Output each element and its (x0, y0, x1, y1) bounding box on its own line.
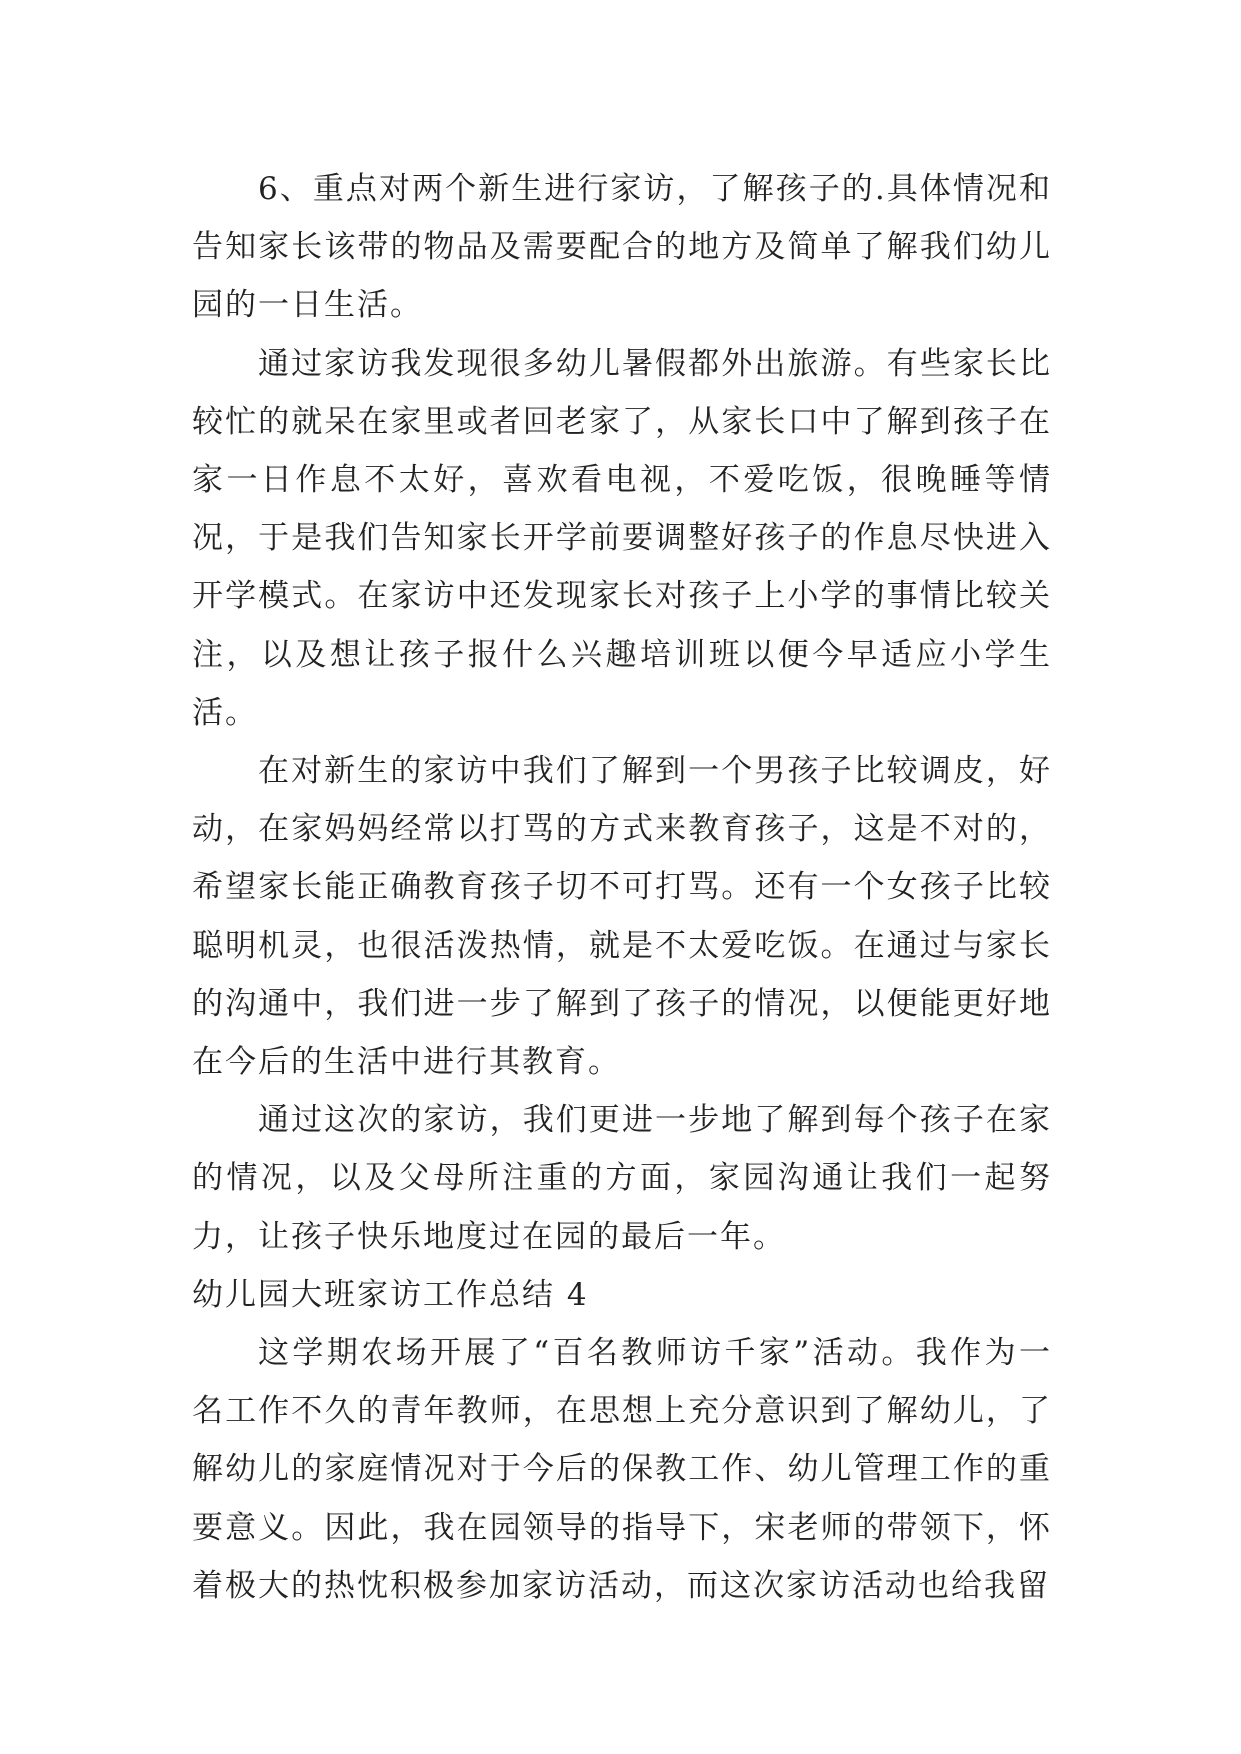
document-body (192, 160, 1052, 1615)
paragraph-conclusion: 通过这次的家访，我们更进一步地了解到每个孩子在家的情况，以及父母所注重的方面，家园沟通让我们一起努力，让孩子快乐地度过在园的最后一年。 (192, 1102, 1052, 1255)
paragraph-summary-4-intro: 这学期农场开展了“百名教师访千家”活动。我作为一名工作不久的青年教师，在思想上充分意识到了解幼儿，了解幼儿的家庭情况对于今后的保教工作、幼儿管理工作的重要意义。因此，我在园领导的指导下，宋老师的带领下，怀着极大的热忱积极参加家访活动，而这次家访活动也给我留 (192, 1335, 1052, 1604)
section-heading: 幼儿园大班家访工作总结 4 (192, 1276, 589, 1313)
paragraph-home-visit-new-students: 6、重点对两个新生进行家访，了解孩子的.具体情况和告知家长该带的物品及需要配合的地方及简单了解我们幼儿园的一日生活。 (192, 171, 1052, 324)
paragraph-new-student-cases: 在对新生的家访中我们了解到一个男孩子比较调皮，好动，在家妈妈经常以打骂的方式来教育孩子，这是不对的，希望家长能正确教育孩子切不可打骂。还有一个女孩子比较聪明机灵，也很活泼热情，就是不太爱吃饭。在通过与家长的沟通中，我们进一步了解到了孩子的情况，以便能更好地在今后的生活中进行其教育。 (192, 753, 1052, 1081)
paragraph-summer-findings: 通过家访我发现很多幼儿暑假都外出旅游。有些家长比较忙的就呆在家里或者回老家了，从家长口中了解到孩子在家一日作息不太好，喜欢看电视，不爱吃饭，很晚睡等情况，于是我们告知家长开学前要调整好孩子的作息尽快进入开学模式。在家访中还发现家长对孩子上小学的事情比较关注，以及想让孩子报什么兴趣培训班以便今早适应小学生活。 (192, 345, 1052, 731)
